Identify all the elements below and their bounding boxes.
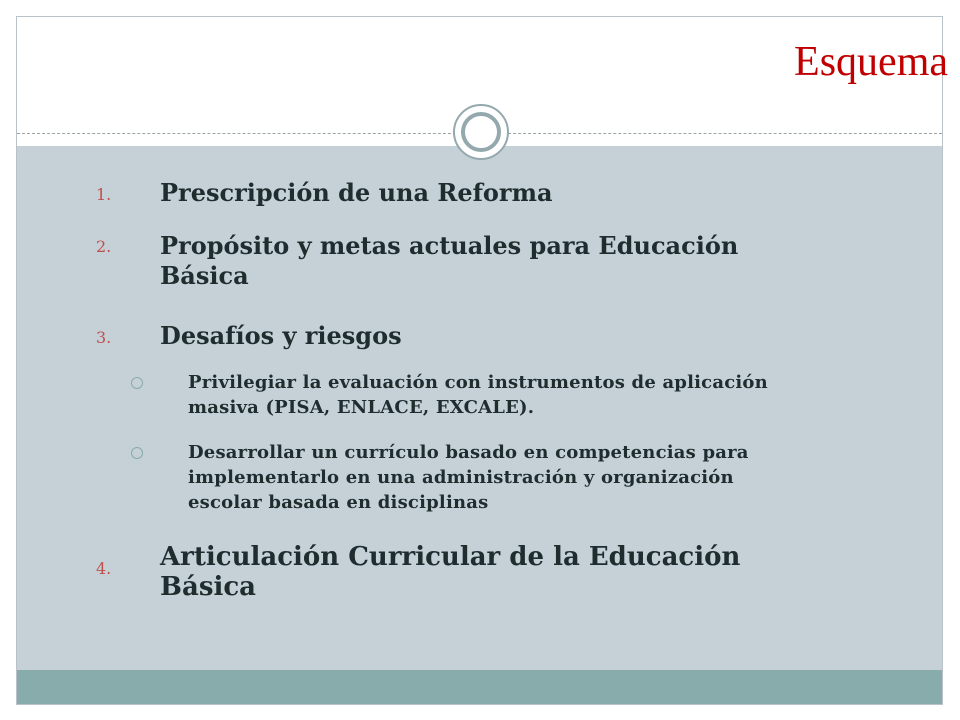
list-item-text: Desafíos y riesgos: [160, 321, 402, 350]
sub-item-text-line: masiva (PISA, ENLACE, EXCALE).: [188, 397, 535, 418]
sub-list-item: [188, 370, 908, 420]
list-item-text-line: Básica: [160, 261, 249, 290]
sub-item-text-line: Desarrollar un currículo basado en competencias para: [188, 442, 749, 463]
list-item-text: Prescripción de una Reforma: [160, 178, 553, 207]
sub-item-text-line: escolar basada en disciplinas: [188, 492, 489, 513]
sub-list-item: [188, 440, 908, 515]
list-item: [160, 321, 880, 351]
sub-item-text-line: Privilegiar la evaluación con instrumentos de aplicación: [188, 372, 768, 393]
list-item: [160, 542, 880, 602]
list-item-text-line: Articulación Curricular de la Educación: [160, 542, 741, 572]
list-item-text-line: Propósito y metas actuales para Educación: [160, 231, 739, 260]
sub-item-text-line: implementarlo en una administración y organización: [188, 467, 734, 488]
circle-bullet-icon: [131, 377, 143, 389]
list-item: [160, 231, 880, 291]
list-number: 3.: [96, 328, 112, 347]
list-number: 1.: [96, 185, 112, 204]
list-number: 4.: [96, 559, 112, 578]
list-item: [160, 178, 880, 208]
list-item-text-line: Básica: [160, 572, 257, 602]
circle-bullet-icon: [131, 447, 143, 459]
slide-title: Esquema: [794, 39, 948, 85]
list-number: 2.: [96, 237, 112, 256]
